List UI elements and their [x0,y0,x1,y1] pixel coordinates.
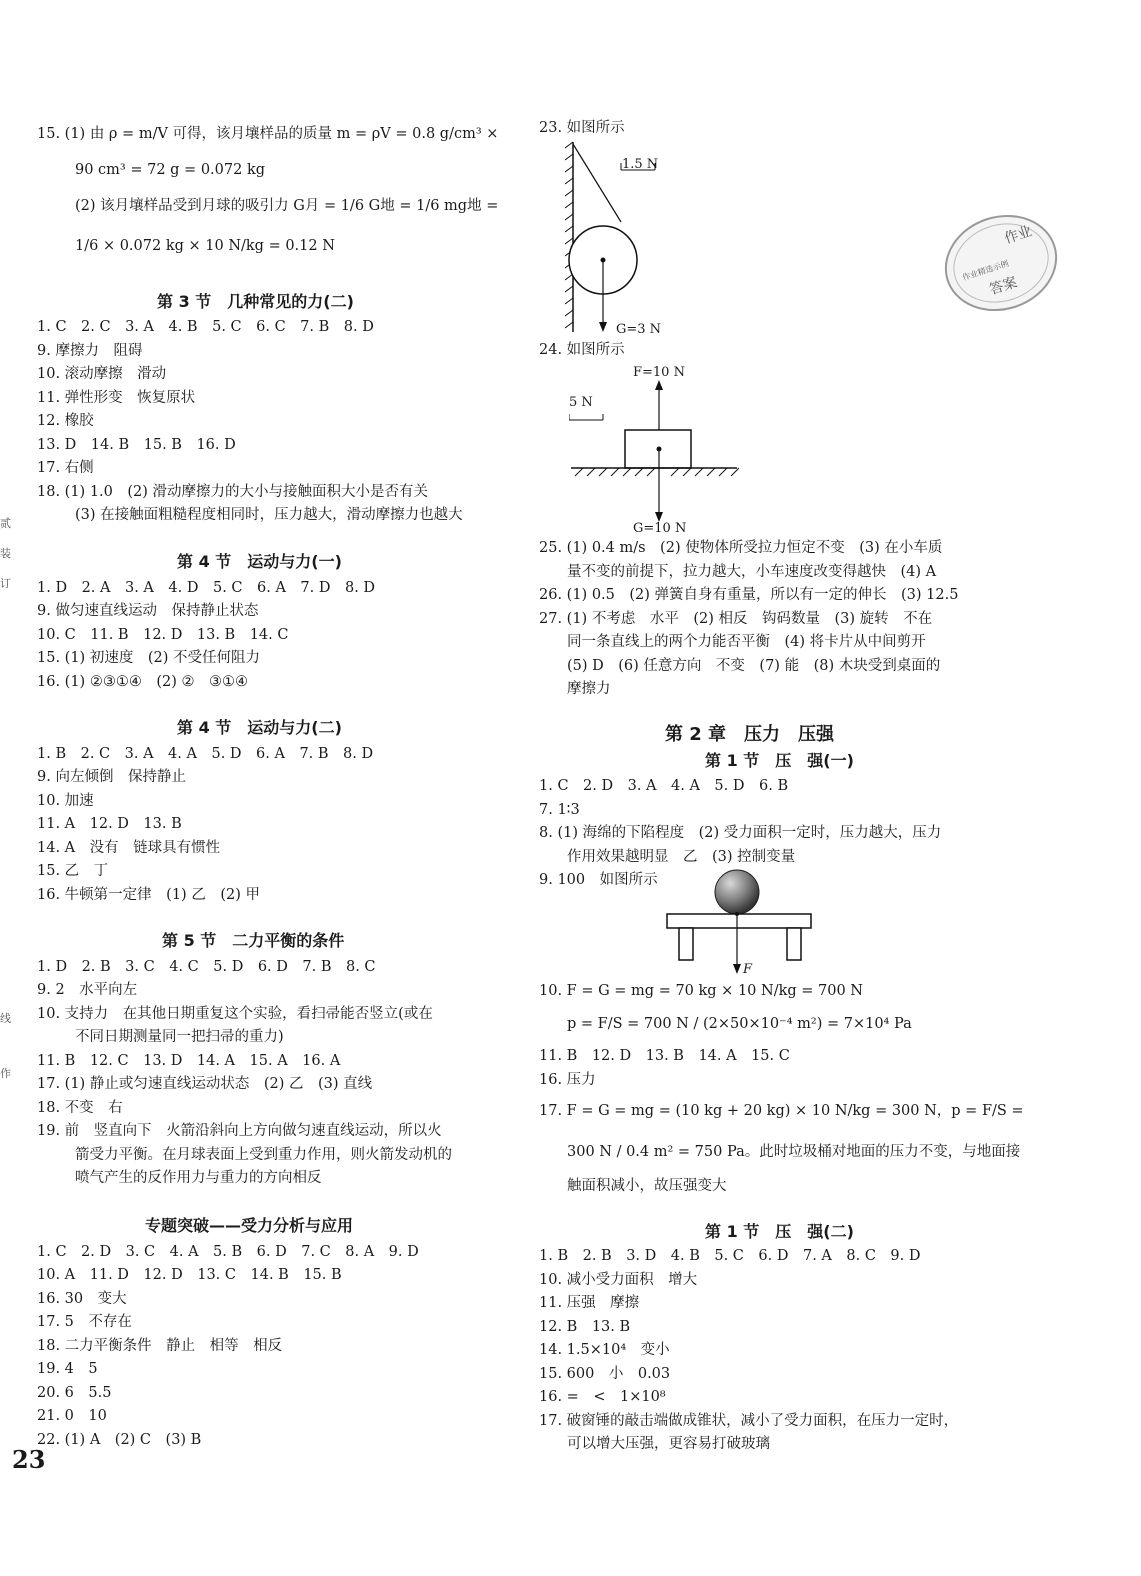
stamp-text-mid: 作业精选示例 [961,258,1010,283]
answer-line: 9. 2 水平向左 [37,982,138,998]
page-number: 23 [12,1445,46,1474]
answer-line: 15. (1) 初速度 (2) 不受任何阻力 [37,650,260,666]
q15-line1: 15. (1) 由 ρ = m/V 可得，该月壤样品的质量 m = ρV = 0.8 g/cm³ × [37,126,499,142]
answer-line: 19. 前 竖直向下 火箭沿斜向上方向做匀速直线运动，所以火 [37,1123,442,1139]
answer-line: 11. B 12. D 13. B 14. A 15. C [539,1048,790,1064]
answer-line: 15. 乙 丁 [37,863,109,879]
answer-line: 27. (1) 不考虑 水平 (2) 相反 钩码数量 (3) 旋转 不在 [539,611,933,627]
stamp-text-top: 作业 [1002,223,1035,248]
answer-line: 25. (1) 0.4 m/s (2) 使物体所受拉力恒定不变 (3) 在小车质 [539,540,943,556]
answer-line: 14. A 没有 链球具有惯性 [37,840,221,856]
answer-line: 喷气产生的反作用力与重力的方向相反 [75,1170,322,1186]
answer-line: 17. 右侧 [37,460,94,476]
fig24-scale-label: 5 N [569,395,593,410]
binding-edge [0,0,10,1576]
answer-line: 10. 加速 [37,793,94,809]
answer-line: 1. D 2. A 3. A 4. D 5. C 6. A 7. D 8. D [37,580,376,596]
q23-label: 23. 如图所示 [539,120,625,136]
edge-char: 贰 [0,517,11,530]
answer-line: 10. 支持力 在其他日期重复这个实验，看扫帚能否竖立(或在 [37,1006,433,1022]
fig24-bottom-force-label: G=10 N [633,521,687,536]
answer-line: 21. 0 10 [37,1408,107,1424]
answer-line: 22. (1) A (2) C (3) B [37,1432,202,1448]
section-title-4-2: 第 4 节 运动与力(二) [177,718,342,737]
answer-line: 10. C 11. B 12. D 13. B 14. C [37,627,289,643]
answer-line: 1. D 2. B 3. C 4. C 5. D 6. D 7. B 8. C [37,959,376,975]
answer-line: 7. 1∶3 [539,802,580,818]
stamp-text-bottom: 答案 [987,274,1020,299]
figure-24-block-diagram [569,380,739,525]
answer-line: (3) 在接触面粗糙程度相同时，压力越大，滑动摩擦力也越大 [75,507,463,523]
answer-line: 18. 二力平衡条件 静止 相等 相反 [37,1338,283,1354]
q24-label: 24. 如图所示 [539,342,625,358]
answer-line: 10. 滚动摩擦 滑动 [37,366,167,382]
answer-line: 10. A 11. D 12. D 13. C 14. B 15. B [37,1267,342,1283]
chapter-title: 第 2 章 压力 压强 [665,724,835,745]
edge-char: 线 [0,1012,11,1025]
edge-char: 作 [0,1067,11,1080]
q10-line2: p = F/S = 700 N / (2×50×10⁻⁴ m²) = 7×10⁴ Pa [567,1016,912,1032]
answer-line: (5) D (6) 任意方向 不变 (7) 能 (8) 木块受到桌面的 [567,658,941,674]
answer-line: 14. 1.5×10⁴ 变小 [539,1342,670,1358]
answer-line: 12. 橡胶 [37,413,94,429]
answer-line: 18. 不变 右 [37,1100,123,1116]
answer-line: 箭受力平衡。在月球表面上受到重力作用，则火箭发动机的 [75,1147,452,1163]
answer-line: 1. B 2. B 3. D 4. B 5. C 6. D 7. A 8. C 9. D [539,1248,921,1264]
answer-line: 16. 牛顿第一定律 (1) 乙 (2) 甲 [37,887,260,903]
answer-line: 16. = < 1×10⁸ [539,1389,666,1405]
answer-line: 11. 弹性形变 恢复原状 [37,390,196,406]
answer-line: 11. A 12. D 13. B [37,816,182,832]
fig23-force-label: G=3 N [616,322,662,337]
answer-line: 13. D 14. B 15. B 16. D [37,437,236,453]
answer-line: 作用效果越明显 乙 (3) 控制变量 [567,849,796,865]
q17-line2: 300 N / 0.4 m² = 750 Pa。此时垃圾桶对地面的压力不变，与地面接 [567,1144,1021,1160]
answer-line: 1. C 2. D 3. C 4. A 5. B 6. D 7. C 8. A 9. D [37,1244,419,1260]
answer-line: 1. C 2. C 3. A 4. B 5. C 6. C 7. B 8. D [37,319,374,335]
answer-line: 可以增大压强，更容易打破玻璃 [567,1436,770,1452]
edge-char: 装 [0,547,11,560]
answer-line: 同一条直线上的两个力能否平衡 (4) 将卡片从中间剪开 [567,634,926,650]
section-title-pressure-1: 第 1 节 压 强(一) [705,751,854,770]
q10-line1: 10. F = G = mg = 70 kg × 10 N/kg = 700 N [539,983,863,999]
figure-9-ball-on-table [663,868,813,980]
answer-line: 16. 压力 [539,1072,596,1088]
section-title-4-1: 第 4 节 运动与力(一) [177,552,342,571]
homework-stamp-logo [940,210,1062,316]
answer-line: 19. 4 5 [37,1361,98,1377]
q15-line3: (2) 该月壤样品受到月球的吸引力 G月 = 1/6 G地 = 1/6 mg地 = [75,198,499,214]
answer-line: 16. (1) ②③①④ (2) ② ③①④ [37,674,248,690]
answer-line: 摩擦力 [567,681,611,697]
answer-line: 8. (1) 海绵的下陷程度 (2) 受力面积一定时，压力越大，压力 [539,825,942,841]
answer-line: 17. 5 不存在 [37,1314,132,1330]
answer-line: 9. 向左倾倒 保持静止 [37,769,186,785]
answer-line: 15. 600 小 0.03 [539,1366,671,1382]
answer-line: 9. 摩擦力 阻碍 [37,343,143,359]
edge-char: 订 [0,577,11,590]
answer-line: 9. 100 如图所示 [539,872,658,888]
answer-line: 不同日期测量同一把扫帚的重力) [75,1029,284,1045]
fig24-top-force-label: F=10 N [633,365,685,380]
q17-line1: 17. F = G = mg = (10 kg + 20 kg) × 10 N/kg = 300 N，p = F/S = [539,1103,1024,1119]
q15-line4: 1/6 × 0.072 kg × 10 N/kg = 0.12 N [75,238,335,254]
answer-line: 量不变的前提下，拉力越大，小车速度改变得越快 (4) A [567,564,937,580]
fig23-scale-label: 1.5 N [622,157,659,172]
q17-line3: 触面积减小，故压强变大 [567,1178,727,1194]
answer-line: 20. 6 5.5 [37,1385,112,1401]
answer-line: 26. (1) 0.5 (2) 弹簧自身有重量，所以有一定的伸长 (3) 12.5 [539,587,959,603]
section-title-special: 专题突破——受力分析与应用 [145,1216,354,1235]
answer-line: 17. (1) 静止或匀速直线运动状态 (2) 乙 (3) 直线 [37,1076,373,1092]
answer-line: 1. B 2. C 3. A 4. A 5. D 6. A 7. B 8. D [37,746,374,762]
fig9-force-label: F [743,962,753,977]
section-title-3-2: 第 3 节 几种常见的力(二) [157,292,354,311]
answer-line: 16. 30 变大 [37,1291,127,1307]
answer-line: 18. (1) 1.0 (2) 滑动摩擦力的大小与接触面积大小是否有关 [37,484,429,500]
answer-line: 17. 破窗锤的敲击端做成锥状，减小了受力面积，在压力一定时， [539,1413,959,1429]
answer-line: 10. 减小受力面积 增大 [539,1272,698,1288]
answer-line: 11. 压强 摩擦 [539,1295,640,1311]
answer-line: 9. 做匀速直线运动 保持静止状态 [37,603,259,619]
answer-line: 1. C 2. D 3. A 4. A 5. D 6. B [539,778,789,794]
answer-line: 12. B 13. B [539,1319,631,1335]
section-title-pressure-2: 第 1 节 压 强(二) [705,1222,854,1241]
answer-line: 11. B 12. C 13. D 14. A 15. A 16. A [37,1053,341,1069]
q15-line2: 90 cm³ = 72 g = 0.072 kg [75,162,266,178]
section-title-5: 第 5 节 二力平衡的条件 [162,931,345,950]
